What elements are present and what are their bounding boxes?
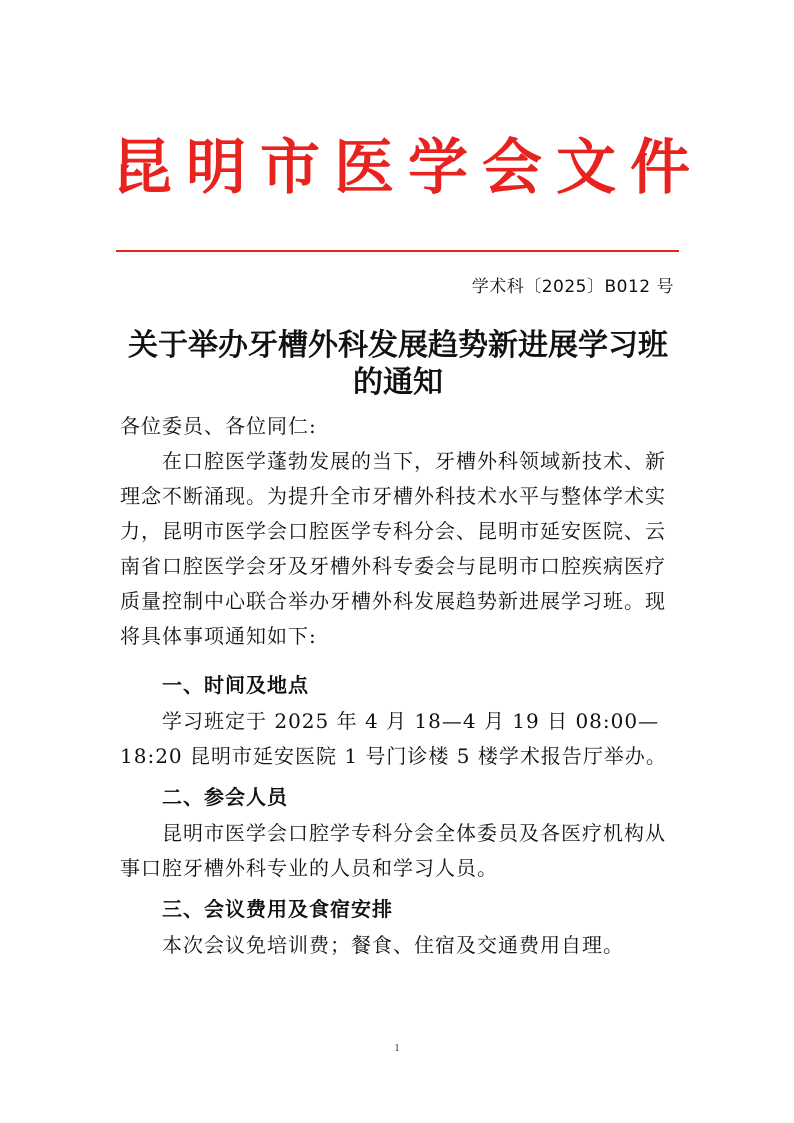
document-title: 关于举办牙槽外科发展趋势新进展学习班的通知 [128,328,668,400]
letterhead-divider [116,250,679,252]
salutation: 各位委员、各位同仁: [120,414,317,438]
section-heading-time-location: 一、时间及地点 [162,673,309,697]
section-text-time-location: 学习班定于 2025 年 4 月 18—4 月 19 日 08:00—18:20 昆明市延安医院 1 号门诊楼 5 楼学术报告厅举办。 [120,709,667,768]
intro-paragraph: 在口腔医学蓬勃发展的当下，牙槽外科领域新技术、新理念不断涌现。为提升全市牙槽外科技术水平与整体学术实力，昆明市医学会口腔医学专科分会、昆明市延安医院、云南省口腔医学会牙及牙槽外科专委会与昆明市口腔疾病医疗质量控制中心联合举办牙槽外科发展趋势新进展学习班。现将具体事项通知如下: [120,449,666,648]
section-text-attendees: 昆明市医学会口腔学专科分会全体委员及各医疗机构从事口腔牙槽外科专业的人员和学习人员。 [120,821,666,880]
section-heading-attendees: 二、参会人员 [162,785,288,809]
letterhead-title: 昆明市医学会文件 [112,133,704,203]
section-heading-fees: 三、会议费用及食宿安排 [162,897,393,921]
document-number: 学术科〔2025〕B012 号 [471,277,674,297]
page-number: 1 [394,1042,400,1054]
section-text-fees: 本次会议免培训费；餐食、住宿及交通费用自理。 [162,933,624,957]
